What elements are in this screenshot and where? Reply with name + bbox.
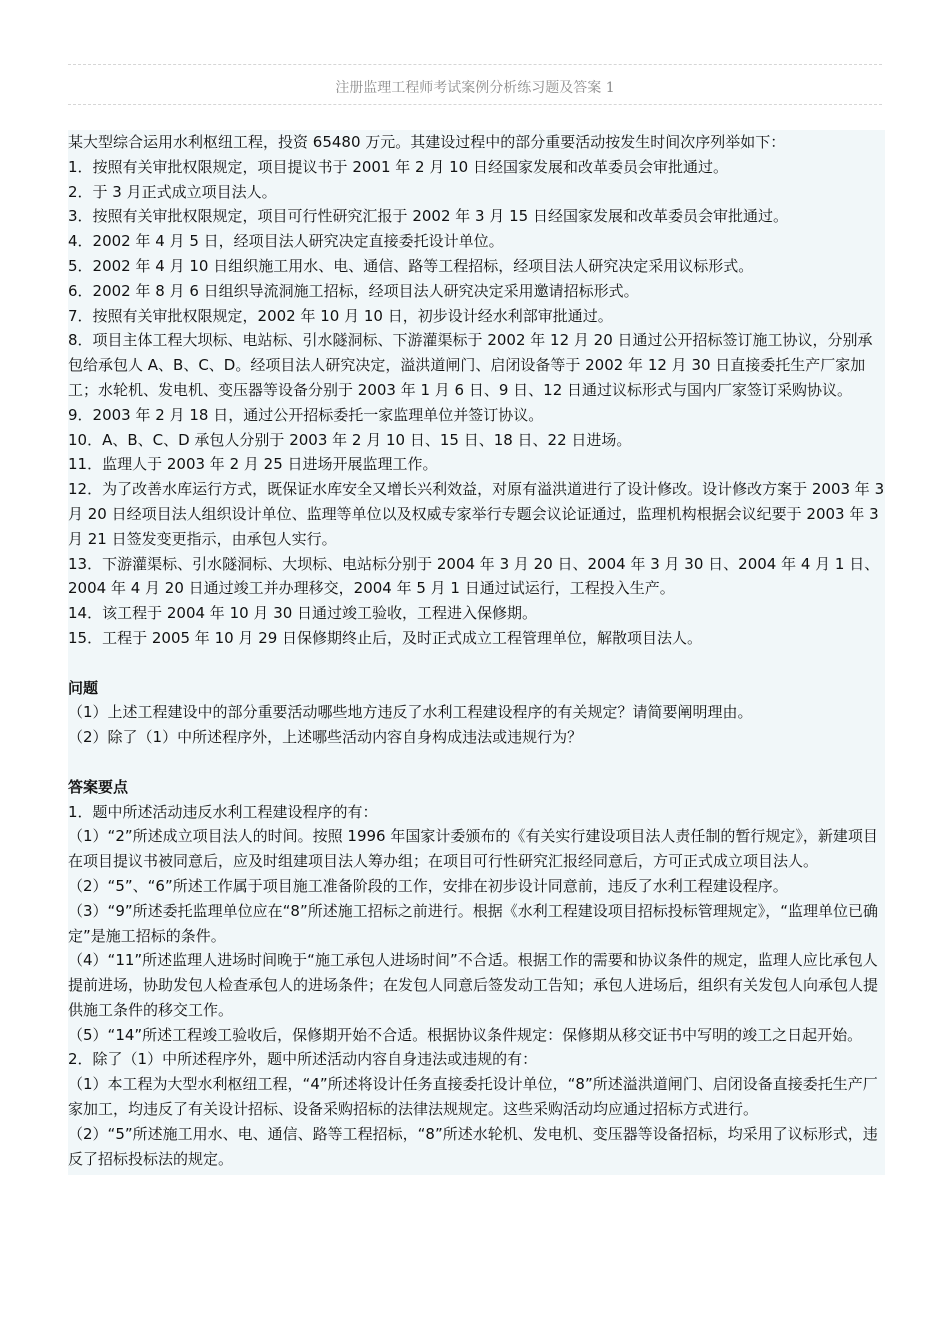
event-item: 11．监理人于 2003 年 2 月 25 日进场开展监理工作。 <box>68 455 438 474</box>
event-item: 3．按照有关审批权限规定，项目可行性研究汇报于 2002 年 3 月 15 日经国家发展和改革委员会审批通过。 <box>68 207 788 226</box>
section-spacer <box>68 651 885 676</box>
event-item: 6．2002 年 8 月 6 日组织导流洞施工招标，经项目法人研究决定采用邀请招标形式。 <box>68 281 639 300</box>
event-item: 1．按照有关审批权限规定，项目提议书于 2001 年 2 月 10 日经国家发展和改革委员会审批通过。 <box>68 157 728 176</box>
answer-item: （1）“2”所述成立项目法人的时间。按照 1996 年国家计委颁布的《有关实行建设项目法人责任制的暂行规定》，新建项目在项目提议书被同意后，应及时组建项目法人筹办组；在项目可行性研究汇报经同意后，方可正式成立项目法人。 <box>68 827 878 871</box>
questions-heading: 问题 <box>68 678 99 697</box>
question-item: （1）上述工程建设中的部分重要活动哪些地方违反了水利工程建设程序的有关规定？请简要阐明理由。 <box>68 703 753 722</box>
event-item: 8．项目主体工程大坝标、电站标、引水隧洞标、下游灌渠标于 2002 年 12 月 20 日通过公开招标签订施工协议，分别承包给承包人 A、B、C、D。经项目法人研究决定，溢洪道闸门、启闭设备等于 2002 年 12 月 30 日直接委托生产厂家加工；水轮机、发电机、变压器等设备分别于 2003 年 1 月 6 日、9 日、12 日通过议标形式与国内厂家签订采购协议。 <box>68 331 873 399</box>
event-item: 15．工程于 2005 年 10 月 29 日保修期终止后，及时正式成立工程管理单位，解散项目法人。 <box>68 628 703 647</box>
question-item: （2）除了（1）中所述程序外，上述哪些活动内容自身构成违法或违规行为？ <box>68 728 583 747</box>
section-spacer <box>68 750 885 775</box>
answer-item: （5）“14”所述工程竣工验收后，保修期开始不合适。根据协议条件规定：保修期从移交证书中写明的竣工之日起开始。 <box>68 1025 863 1044</box>
event-item: 5．2002 年 4 月 10 日组织施工用水、电、通信、路等工程招标，经项目法人研究决定采用议标形式。 <box>68 256 754 275</box>
event-item: 4．2002 年 4 月 5 日，经项目法人研究决定直接委托设计单位。 <box>68 232 504 251</box>
answer-item: （2）“5”所述施工用水、电、通信、路等工程招标，“8”所述水轮机、发电机、变压器等设备招标，均采用了议标形式，违反了招标投标法的规定。 <box>68 1124 878 1168</box>
event-item: 9．2003 年 2 月 18 日，通过公开招标委托一家监理单位并签订协议。 <box>68 405 544 424</box>
page-header-title: 注册监理工程师考试案例分析练习题及答案 1 <box>335 80 615 96</box>
event-list <box>68 155 885 651</box>
event-item: 14．该工程于 2004 年 10 月 30 日通过竣工验收，工程进入保修期。 <box>68 604 538 623</box>
event-item: 12．为了改善水库运行方式，既保证水库安全又增长兴利效益，对原有溢洪道进行了设计修改。设计修改方案于 2003 年 3 月 20 日经项目法人组织设计单位、监理等单位以及权威专家举行专题会议论证通过，监理机构根据会议纪要于 2003 年 3 月 21 日签发变更指示，由承包人实行。 <box>68 480 885 548</box>
header-top-rule <box>68 64 882 65</box>
answers-heading: 答案要点 <box>68 777 129 796</box>
document-body <box>68 130 885 1175</box>
event-item: 7．按照有关审批权限规定，2002 年 10 月 10 日，初步设计经水利部审批通过。 <box>68 306 613 325</box>
answer-item: （4）“11”所述监理人进场时间晚于“施工承包人进场时间”不合适。根据工作的需要和协议条件的规定，监理人应比承包人提前进场，协助发包人检查承包人的进场条件；在发包人同意后签发动工告知；承包人进场后，组织有关发包人向承包人提供施工条件的移交工作。 <box>68 951 879 1019</box>
event-item: 13．下游灌渠标、引水隧洞标、大坝标、电站标分别于 2004 年 3 月 20 日、2004 年 3 月 30 日、2004 年 4 月 1 日、2004 年 4 月 20 日通过竣工并办理移交，2004 年 5 月 1 日通过试运行，工程投入生产。 <box>68 554 880 598</box>
intro-paragraph: 某大型综合运用水利枢纽工程，投资 65480 万元。其建设过程中的部分重要活动按发生时间次序列举如下： <box>68 133 786 151</box>
event-item: 2．于 3 月正式成立项目法人。 <box>68 182 277 201</box>
answer-item: （1）本工程为大型水利枢纽工程，“4”所述将设计任务直接委托设计单位，“8”所述溢洪道闸门、启闭设备直接委托生产厂家加工，均违反了有关设计招标、设备采购招标的法律法规规定。这些采购活动均应通过招标方式进行。 <box>68 1075 878 1119</box>
header-bottom-rule <box>68 104 882 105</box>
answer-item: （3）“9”所述委托监理单位应在“8”所述施工招标之前进行。根据《水利工程建设项目招标投标管理规定》，“监理单位已确定”是施工招标的条件。 <box>68 901 878 945</box>
answer-part1-title: 1．题中所述活动违反水利工程建设程序的有： <box>68 802 378 821</box>
answer-item: （2）“5”、“6”所述工作属于项目施工准备阶段的工作，安排在初步设计同意前，违反了水利工程建设程序。 <box>68 876 788 895</box>
event-item: 10．A、B、C、D 承包人分别于 2003 年 2 月 10 日、15 日、18 日、22 日进场。 <box>68 430 632 449</box>
answer-part2-title: 2．除了（1）中所述程序外，题中所述活动内容自身违法或违规的有： <box>68 1050 538 1069</box>
